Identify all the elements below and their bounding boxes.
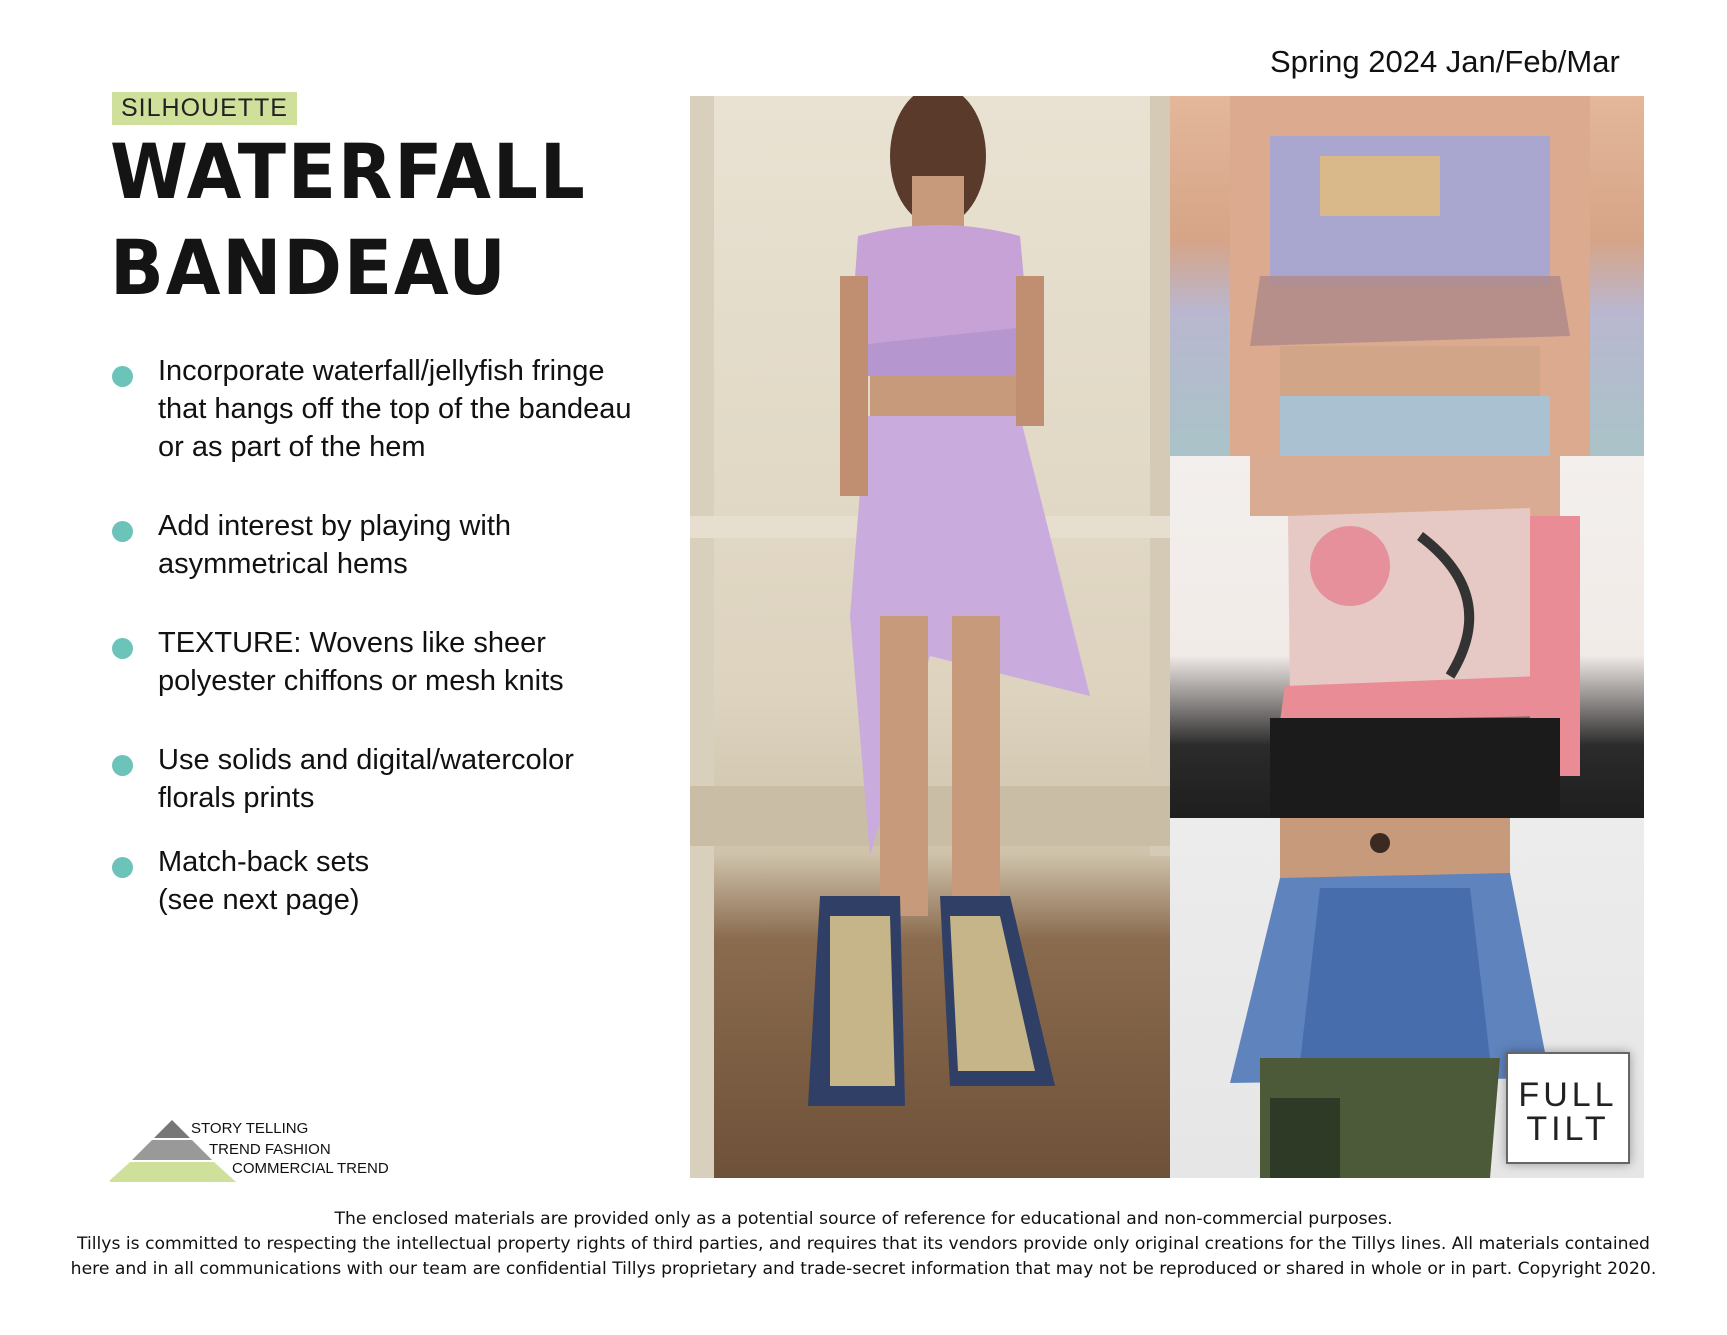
bullet-item bbox=[110, 843, 690, 919]
title-line-1: WATERFALL bbox=[110, 127, 587, 216]
pyramid-label-story: STORY TELLING bbox=[191, 1120, 309, 1137]
outfit-photo-1 bbox=[1170, 96, 1644, 456]
pyramid-level-bottom-icon bbox=[110, 1162, 236, 1182]
bullet-text: (see next page) bbox=[158, 884, 360, 916]
trend-pyramid bbox=[110, 1120, 420, 1182]
bullet-item bbox=[110, 624, 690, 700]
pyramid-level-top-icon bbox=[154, 1120, 190, 1138]
bullet-text: Add interest by playing with bbox=[158, 510, 512, 542]
bullet-dot-icon bbox=[112, 366, 133, 387]
pyramid-level-middle-icon bbox=[132, 1140, 212, 1160]
outfit-photo-2 bbox=[1170, 456, 1644, 818]
bullet-text: florals prints bbox=[158, 782, 315, 814]
bullet-item bbox=[110, 507, 690, 583]
logo-text: TILT bbox=[1526, 1110, 1610, 1148]
bullet-text: Incorporate waterfall/jellyfish fringe bbox=[158, 355, 605, 387]
main-outfit-photo bbox=[690, 96, 1170, 1178]
page-title bbox=[110, 124, 587, 316]
title-line-2: BANDEAU bbox=[110, 223, 508, 312]
bullet-item bbox=[110, 352, 690, 466]
bullet-dot-icon bbox=[112, 755, 133, 776]
bullet-text: asymmetrical hems bbox=[158, 548, 408, 580]
bullet-text: that hangs off the top of the bandeau bbox=[158, 393, 632, 425]
bullet-text: Match-back sets bbox=[158, 846, 370, 878]
footer-line: Tillys is committed to respecting the intellectual property rights of third parties, and requires that its vendors provide only original creations for the Tillys lines. All materials contained bbox=[77, 1234, 1650, 1254]
category-tag: SILHOUETTE bbox=[112, 92, 297, 125]
bullet-dot-icon bbox=[112, 521, 133, 542]
pyramid-label-commercial: COMMERCIAL TREND bbox=[232, 1160, 389, 1177]
bullet-dot-icon bbox=[112, 857, 133, 878]
footer-line: here and in all communications with our team are confidential Tillys proprietary and trade-secret information that may not be reproduced or shared in whole or in part. Copyright 2020. bbox=[70, 1259, 1657, 1279]
bullet-list bbox=[110, 352, 690, 919]
bullet-text: or as part of the hem bbox=[158, 431, 426, 463]
bullet-item bbox=[110, 741, 690, 817]
season-label: Spring 2024 Jan/Feb/Mar bbox=[1270, 44, 1620, 79]
bullet-text: Use solids and digital/watercolor bbox=[158, 744, 574, 776]
pyramid-label-trend: TREND FASHION bbox=[209, 1141, 331, 1158]
logo-text: FULL bbox=[1518, 1076, 1618, 1114]
bullet-dot-icon bbox=[112, 638, 133, 659]
bullet-text: TEXTURE: Wovens like sheer bbox=[158, 627, 546, 659]
full-tilt-logo bbox=[1506, 1052, 1630, 1164]
footer-line: The enclosed materials are provided only as a potential source of reference for educational and non-commercial purposes. bbox=[334, 1209, 1393, 1229]
footer-disclaimer bbox=[0, 1207, 1727, 1282]
bullet-text: polyester chiffons or mesh knits bbox=[158, 665, 564, 697]
